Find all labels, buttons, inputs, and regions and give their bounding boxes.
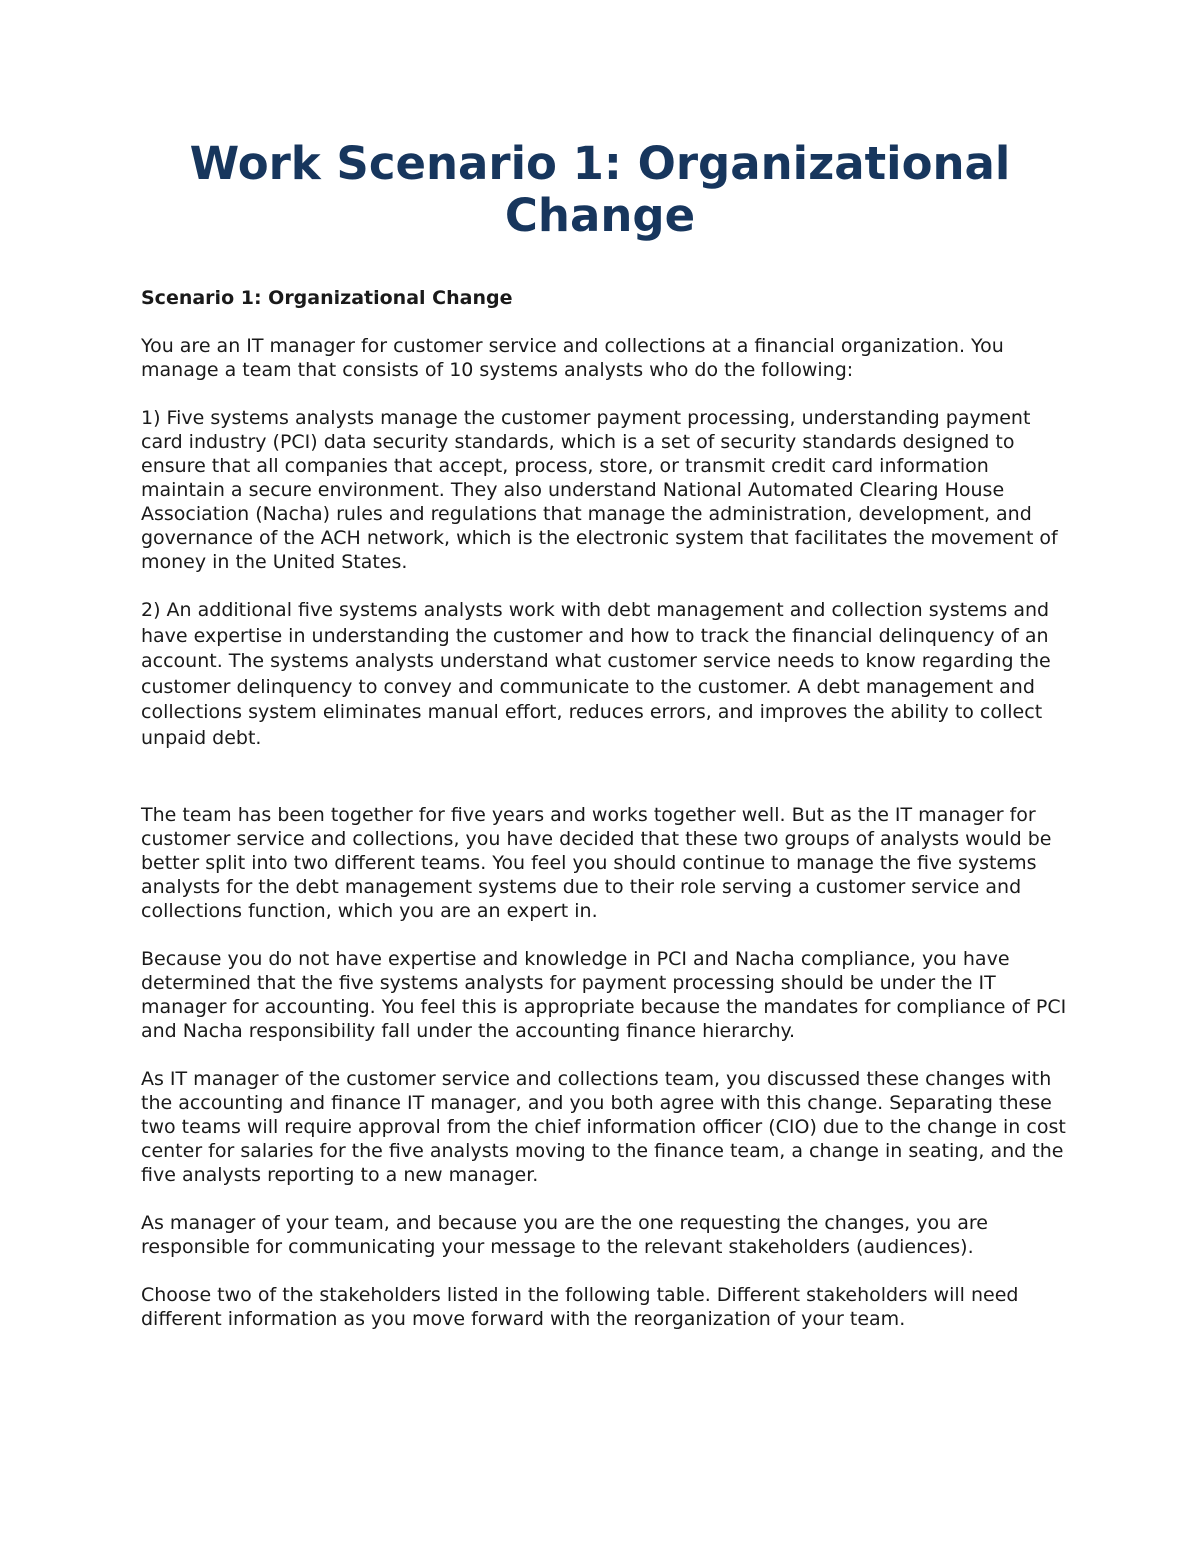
approval-paragraph: As IT manager of the customer service and collections team, you discussed these changes with the accounting and finance IT manager, and you both agree with this change. Separating these two teams will require approval from the chief information officer (CIO) due to the change in cost center for salaries for the five analysts moving to the finance team, a change in seating, and the five analysts reporting to a new manager.	[141, 1068, 1066, 1186]
document-title: Work Scenario 1: Organizational Change	[189, 137, 1011, 242]
intro-paragraph: You are an IT manager for customer service and collections at a financial organization. You manage a team that consists of 10 systems analysts who do the following:	[141, 335, 1004, 381]
team-split-paragraph: The team has been together for five years and works together well. But as the IT manager for customer service and collections, you have decided that these two groups of analysts would be better split into two different teams. You feel you should continue to manage the five systems analysts for the debt management systems due to their role serving a customer service and collections function, which you are an expert in.	[141, 804, 1052, 922]
section-heading: Scenario 1: Organizational Change	[141, 287, 513, 309]
payment-analysts-paragraph: 1) Five systems analysts manage the customer payment processing, understanding payment card industry (PCI) data security standards, which is a set of security standards designed to ensure that all companies that accept, process, store, or transmit credit card information maintain a secure environment. They also understand National Automated Clearing House Association (Nacha) rules and regulations that manage the administration, development, and governance of the ACH network, which is the electronic system that facilitates the movement of money in the United States.	[141, 407, 1058, 573]
document-body	[141, 286, 1069, 1355]
debt-analysts-paragraph: 2) An additional five systems analysts work with debt management and collection systems and have expertise in understanding the customer and how to track the financial delinquency of an account. The systems analysts understand what customer service needs to know regarding the customer delinquency to convey and communicate to the customer. A debt management and collections system eliminates manual effort, reduces errors, and improves the ability to collect unpaid debt.	[141, 599, 1051, 749]
stakeholders-paragraph: Choose two of the stakeholders listed in the following table. Different stakeholders will need different information as you move forward with the reorganization of your team.	[141, 1284, 1019, 1330]
responsibility-paragraph: As manager of your team, and because you are the one requesting the changes, you are responsible for communicating your message to the relevant stakeholders (audiences).	[141, 1212, 988, 1258]
compliance-paragraph: Because you do not have expertise and knowledge in PCI and Nacha compliance, you have determined that the five systems analysts for payment processing should be under the IT manager for accounting. You feel this is appropriate because the mandates for compliance of PCI and Nacha responsibility fall under the accounting finance hierarchy.	[141, 948, 1067, 1042]
